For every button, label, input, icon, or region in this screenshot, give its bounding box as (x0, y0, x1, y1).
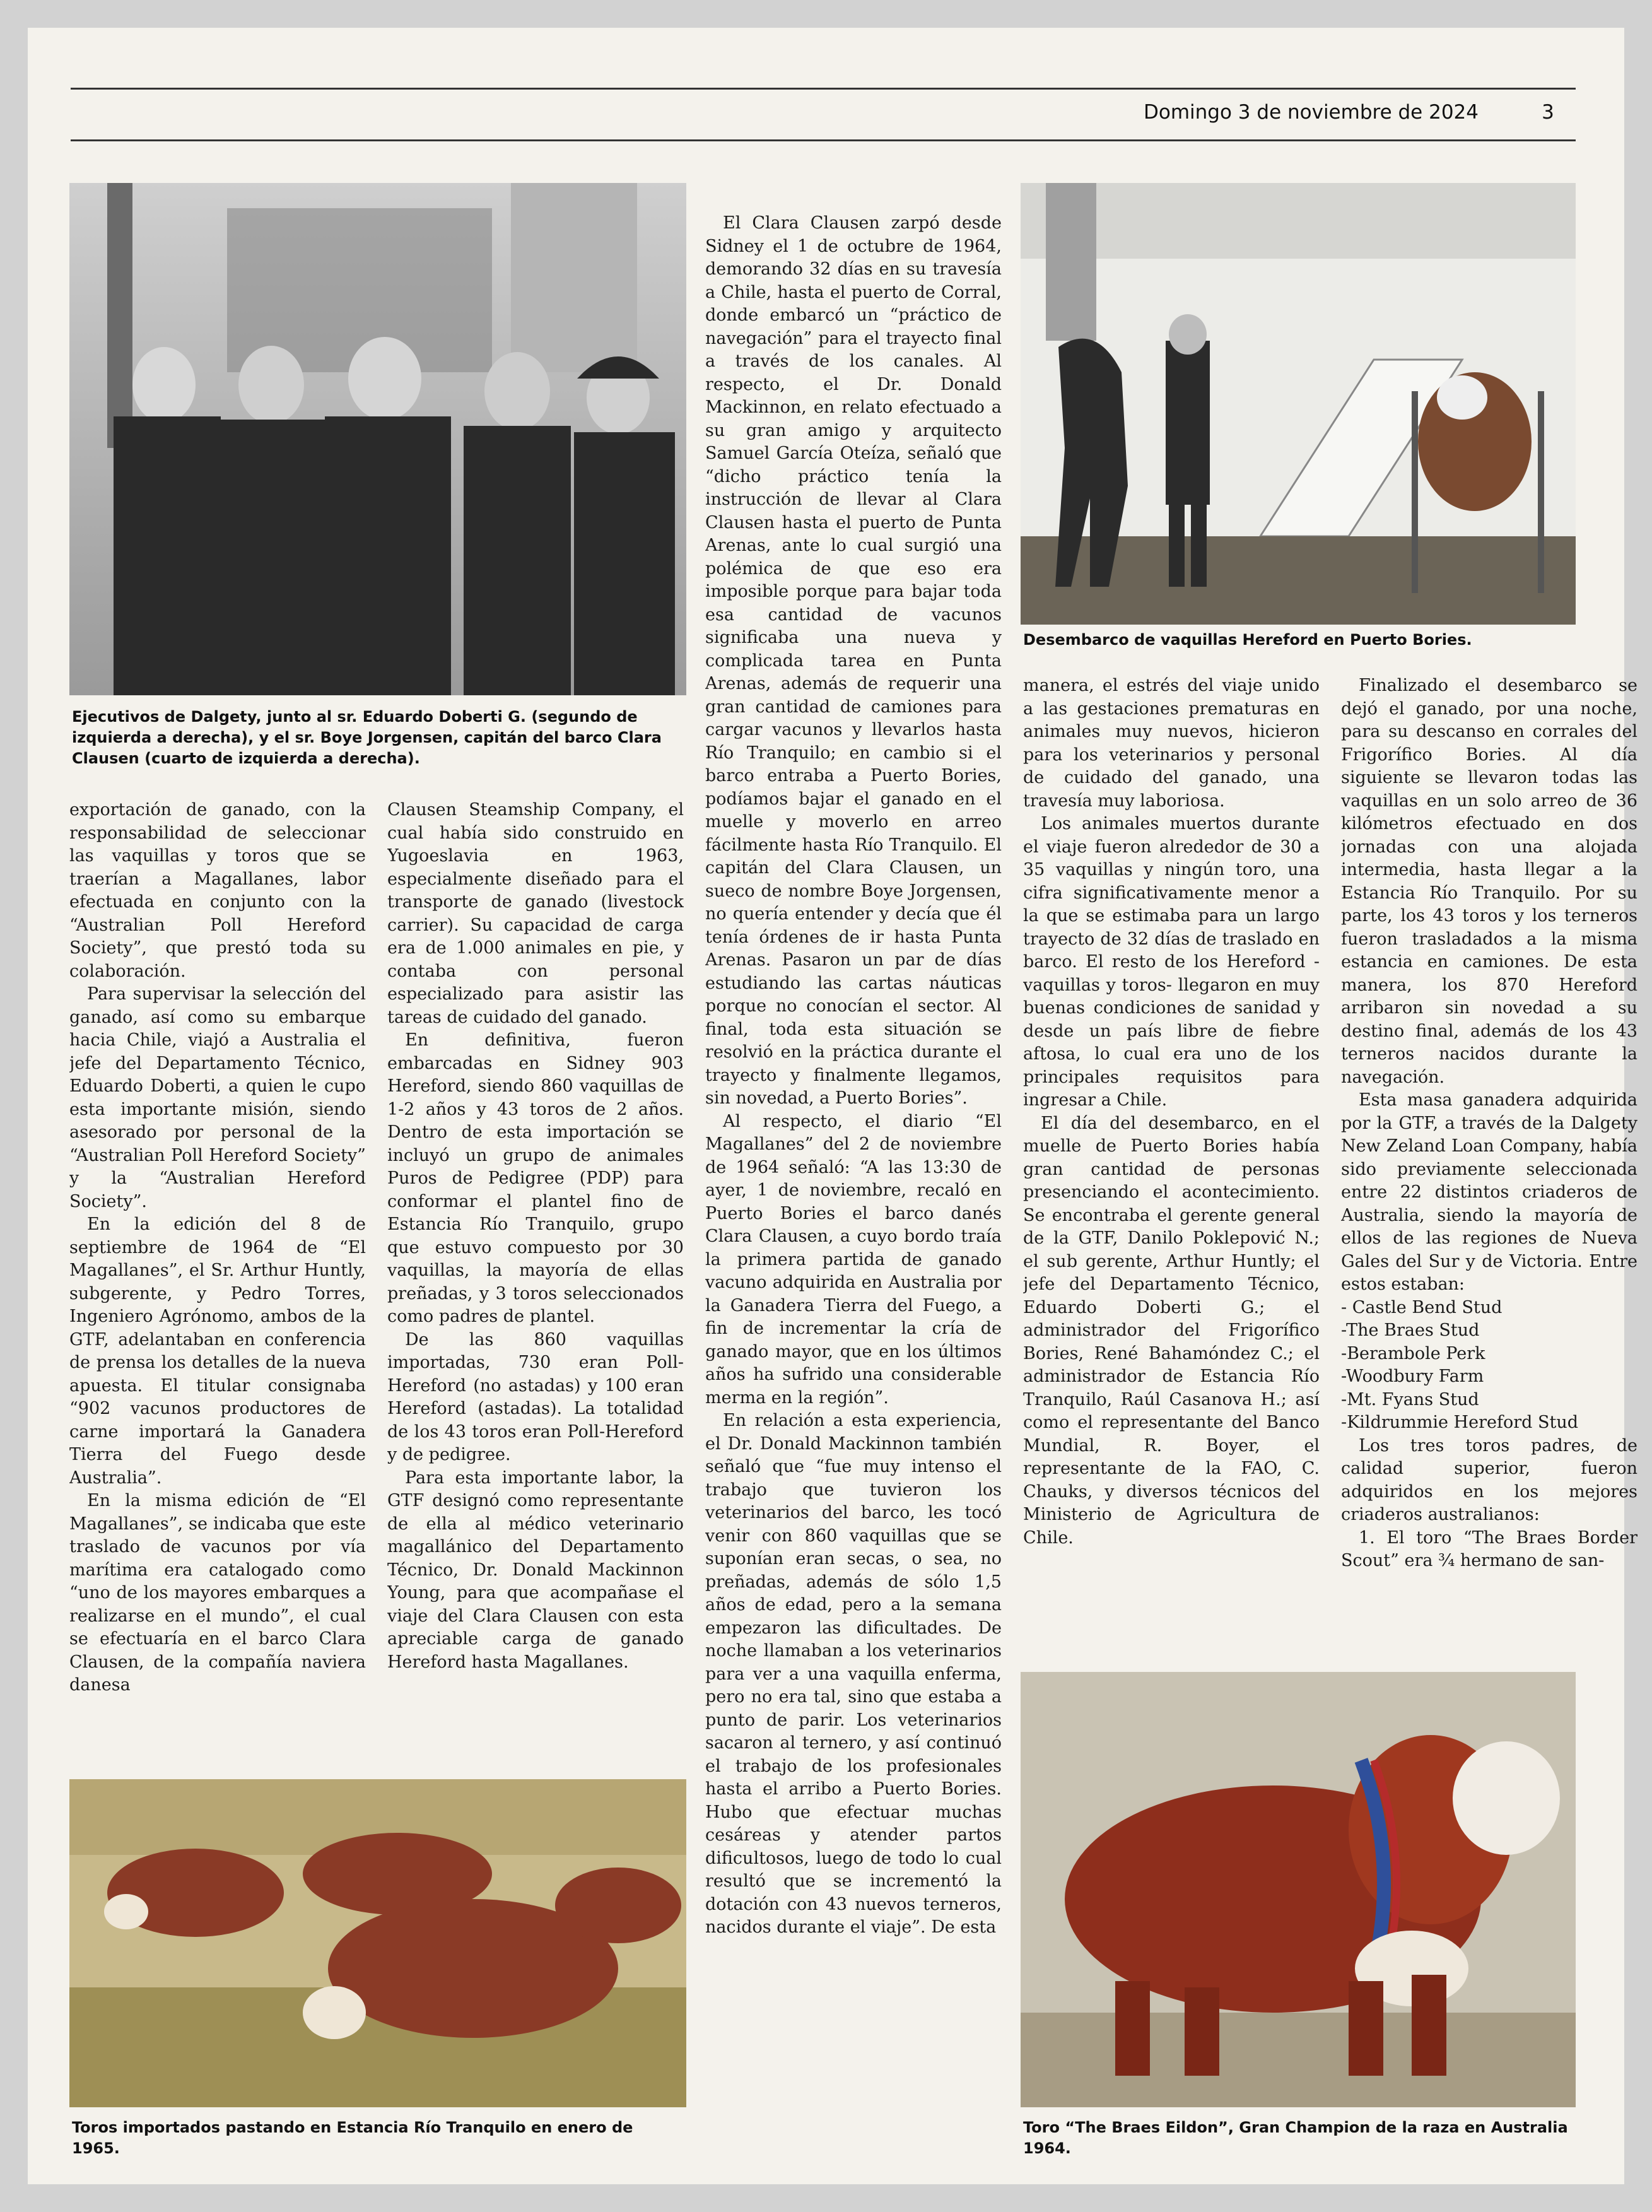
grazing-bulls-caption: Toros importados pastando en Estancia Río Tranquilo en enero de 1965. (72, 2119, 633, 2157)
executives-photo (69, 183, 686, 695)
paragraph: manera, el estrés del viaje unido a las gestaciones prematuras en animales muy nuevos, hicieron para los veterinarios y personal de cuidado del ganado, una travesía muy laboriosa. (1023, 676, 1320, 811)
article-column-3 (705, 212, 1002, 2160)
paragraph: En definitiva, fueron embarcadas en Sidney 903 Hereford, siendo 860 vaquillas de 1-2 años y 43 toros de 2 años. Dentro de esta importación se incluyó un grupo de animales Puros de Pedigree (PDP) para conformar el plantel fino de Estancia Río Tranquilo, grupo que estuvo compuesto por 30 vaquillas, la mayoría de ellas preñadas, y 3 toros seleccionados como padres de plantel. (387, 1030, 684, 1326)
list-item: -Mt. Fyans Stud (1341, 1389, 1479, 1409)
paragraph: En la misma edición de “El Magallanes”, se indicaba que este traslado de vacunos por vía marítima era catalogado como “uno de los mayores embarques a realizarse en el mundo”, el cual se efectuaría en el barco Clara Clausen, de la compañía naviera danesa (69, 1491, 366, 1695)
champion-bull-caption: Toro “The Braes Eildon”, Gran Champion de la raza en Australia 1964. (1023, 2119, 1568, 2157)
list-item: -Kildrummie Hereford Stud (1341, 1413, 1578, 1432)
paragraph: Para esta importante labor, la GTF designó como representante de ella al médico veterinario magallánico del Departamento Técnico, Dr. Donald Mackinnon Young, para que acompañase el viaje del Clara Clausen con esta apreciable carga de ganado Hereford hasta Magallanes. (387, 1468, 684, 1672)
header-rule-bottom (71, 139, 1576, 141)
article-column-2 (387, 799, 684, 1751)
paragraph: En la edición del 8 de septiembre de 1964 de “El Magallanes”, el Sr. Arthur Huntly, subgerente, y Pedro Torres, Ingeniero Agrónomo, ambos de la GTF, adelantaban en conferencia de prensa los detalles de la nueva apuesta. El titular consignaba “902 vacunos productores de carne importará la Ganadera Tierra del Fuego desde Australia”. (69, 1215, 366, 1488)
paragraph: Los tres toros padres, de calidad superior, fueron adquiridos en los mejores criaderos australianos: (1341, 1435, 1637, 1524)
paragraph: El Clara Clausen zarpó desde Sidney el 1 de octubre de 1964, demorando 32 días en su travesía a Chile, hasta el puerto de Corral, donde embarcó un “práctico de navegación” para el trayecto final a través de los canales. Al respecto, el Dr. Donald Mackinnon, en relato efectuado a su gran amigo y arquitecto Samuel García Oteíza, señaló que “dicho práctico tenía la instrucción de llevar al Clara Clausen hasta el puerto de Punta Arenas, ante lo cual surgió una polémica de que eso era imposible porque para bajar toda esa cantidad de vacunos significaba una nueva y complicada tarea en Punta Arenas, además de requerir una gran cantidad de camiones para cargar vacunos y llevarlos hasta Río Tranquilo; en cambio si el barco entraba a Puerto Bories, podíamos bajar el ganado en el muelle y moverlo en arreo fácilmente hasta Río Tranquilo. El capitán del Clara Clausen, un sueco de nombre Boye Jorgensen, no quería entender y decía que él tenía órdenes de ir hasta Punta Arenas. Pasaron un par de días estudiando las cartas náuticas porque no conocían el sector. Al final, toda esta situación se resolvió en la práctica durante el trayecto y finalmente llegamos, sin novedad, a Puerto Bories”. (705, 213, 1002, 1108)
stud-list (1341, 1297, 1637, 1435)
page-number: 3 (1542, 101, 1554, 124)
article-column-4 (1023, 674, 1320, 1656)
executives-caption: Ejecutivos de Dalgety, junto al sr. Eduardo Doberti G. (segundo de izquierda a derecha), y el sr. Boye Jorgensen, capitán del barco Clara Clausen (cuarto de izquierda a derecha). (72, 708, 662, 767)
paragraph: De las 860 vaquillas importadas, 730 eran Poll-Hereford (no astadas) y 100 eran Hereford (astadas). La totalidad de los 43 toros eran Poll-Hereford y de pedigree. (387, 1329, 684, 1464)
header-date: Domingo 3 de noviembre de 2024 (1144, 101, 1479, 124)
unloading-heifers-caption: Desembarco de vaquillas Hereford en Puerto Bories. (1023, 631, 1472, 649)
paragraph: Para supervisar la selección del ganado, así como su embarque hacia Chile, viajó a Australia el jefe del Departamento Técnico, Eduardo Doberti, a quien le cupo esta importante misión, siendo asesorado por personal de la “Australian Poll Hereford Society” y la “Australian Hereford Society”. (69, 984, 366, 1211)
paragraph: Al respecto, el diario “El Magallanes” del 2 de noviembre de 1964 señaló: “A las 13:30 de ayer, 1 de noviembre, recaló en Puerto Bories el barco danés Clara Clausen, a cuyo bordo traía la primera partida de ganado vacuno adquirida en Australia por la Ganadera Tierra del Fuego, a fin de incrementar la cría de ganado mayor, que en los últimos años ha sufrido una considerable merma en la región”. (705, 1111, 1002, 1408)
unloading-heifers-photo (1021, 183, 1576, 625)
paragraph: exportación de ganado, con la responsabilidad de seleccionar las vaquillas y toros que se traerían a Magallanes, labor efectuada en conjunto con la “Australian Poll Hereford Society”, que prestó toda su colaboración. (69, 800, 366, 981)
list-item: -Woodbury Farm (1341, 1367, 1484, 1386)
article-column-5 (1341, 674, 1637, 1656)
paragraph: Finalizado el desembarco se dejó el ganado, por una noche, para su descanso en corrales del Frigorífico Bories. Al día siguiente se llevaron todas las vaquillas en un solo arreo de 36 kilómetros efectuado en dos jornadas con una alojada intermedia, hasta llegar a la Estancia Río Tranquilo. Por su parte, los 43 toros y los terneros fueron trasladados a la misma estancia en camiones. De esta manera, los 870 Hereford arribaron sin novedad a su destino final, además de los 43 terneros nacidos durante la navegación. (1341, 676, 1637, 1087)
paragraph: El día del desembarco, en el muelle de Puerto Bories había gran cantidad de personas presenciando el acontecimiento. Se encontraba el gerente general de la GTF, Danilo Poklepović N.; el sub gerente, Arthur Huntly; el jefe del Departamento Técnico, Eduardo Doberti G.; el administrador del Frigorífico Bories, René Bahamóndez C.; el administrador de Estancia Río Tranquilo, Raúl Casanova H.; así como el representante del Banco Mundial, R. Boyer, el representante de la FAO, C. Chauks, y diversos técnicos del Ministerio de Agricultura de Chile. (1023, 1113, 1320, 1548)
paragraph: Los animales muertos durante el viaje fueron alrededor de 30 a 35 vaquillas y ningún toro, una cifra significativamente menor a la que se estimaba para un largo trayecto de 32 días de traslado en barco. El resto de los Hereford -vaquillas y toros- llegaron en muy buenas condiciones de sanidad y desde un país libre de fiebre aftosa, lo cual era uno de los principales requisitos para ingresar a Chile. (1023, 814, 1320, 1110)
paragraph: 1. El toro “The Braes Border Scout” era ¾ hermano de san- (1341, 1527, 1637, 1570)
champion-bull-photo (1021, 1672, 1576, 2107)
article-column-1 (69, 799, 366, 1751)
paragraph: Clausen Steamship Company, el cual había sido construido en Yugoeslavia en 1963, especialmente diseñado para el transporte de ganado (livestock carrier). Su capacidad de carga era de 1.000 animales en pie, y contaba con personal especializado para asistir las tareas de cuidado del ganado. (387, 800, 684, 1027)
grazing-bulls-photo (69, 1779, 686, 2107)
paragraph: En relación a esta experiencia, el Dr. Donald Mackinnon también señaló que “fue muy intenso el trabajo que tuvieron los veterinarios del barco, les tocó venir con 860 vaquillas que se suponían eran secas, o sea, no preñadas, además de sólo 1,5 años de edad, pero a la semana empezaron las dificultades. De noche llamaban a los veterinarios para ver a una vaquilla enferma, pero no era tal, sino que estaba a punto de parir. Los veterinarios sacaron al ternero, y así continuó el trabajo de los profesionales hasta el arribo a Puerto Bories. Hubo que efectuar muchas cesáreas y atender partos dificultosos, luego de todo lo cual resultó que se incrementó la dotación con 43 nuevos terneros, nacidos durante el viaje”. De esta (705, 1411, 1002, 1937)
header-rule-top (71, 88, 1576, 90)
list-item: -Berambole Perk (1341, 1343, 1485, 1363)
newspaper-page (28, 28, 1637, 2184)
paragraph: Esta masa ganadera adquirida por la GTF, a través de la Dalgety New Zeland Loan Company, había sido previamente seleccionada entre 22 distintos criaderos de Australia, siendo la mayoría de ellos de las regiones de Nueva Gales del Sur y de Victoria. Entre estos estaban: (1341, 1090, 1637, 1294)
list-item: -The Braes Stud (1341, 1321, 1480, 1340)
list-item: - Castle Bend Stud (1341, 1297, 1503, 1317)
